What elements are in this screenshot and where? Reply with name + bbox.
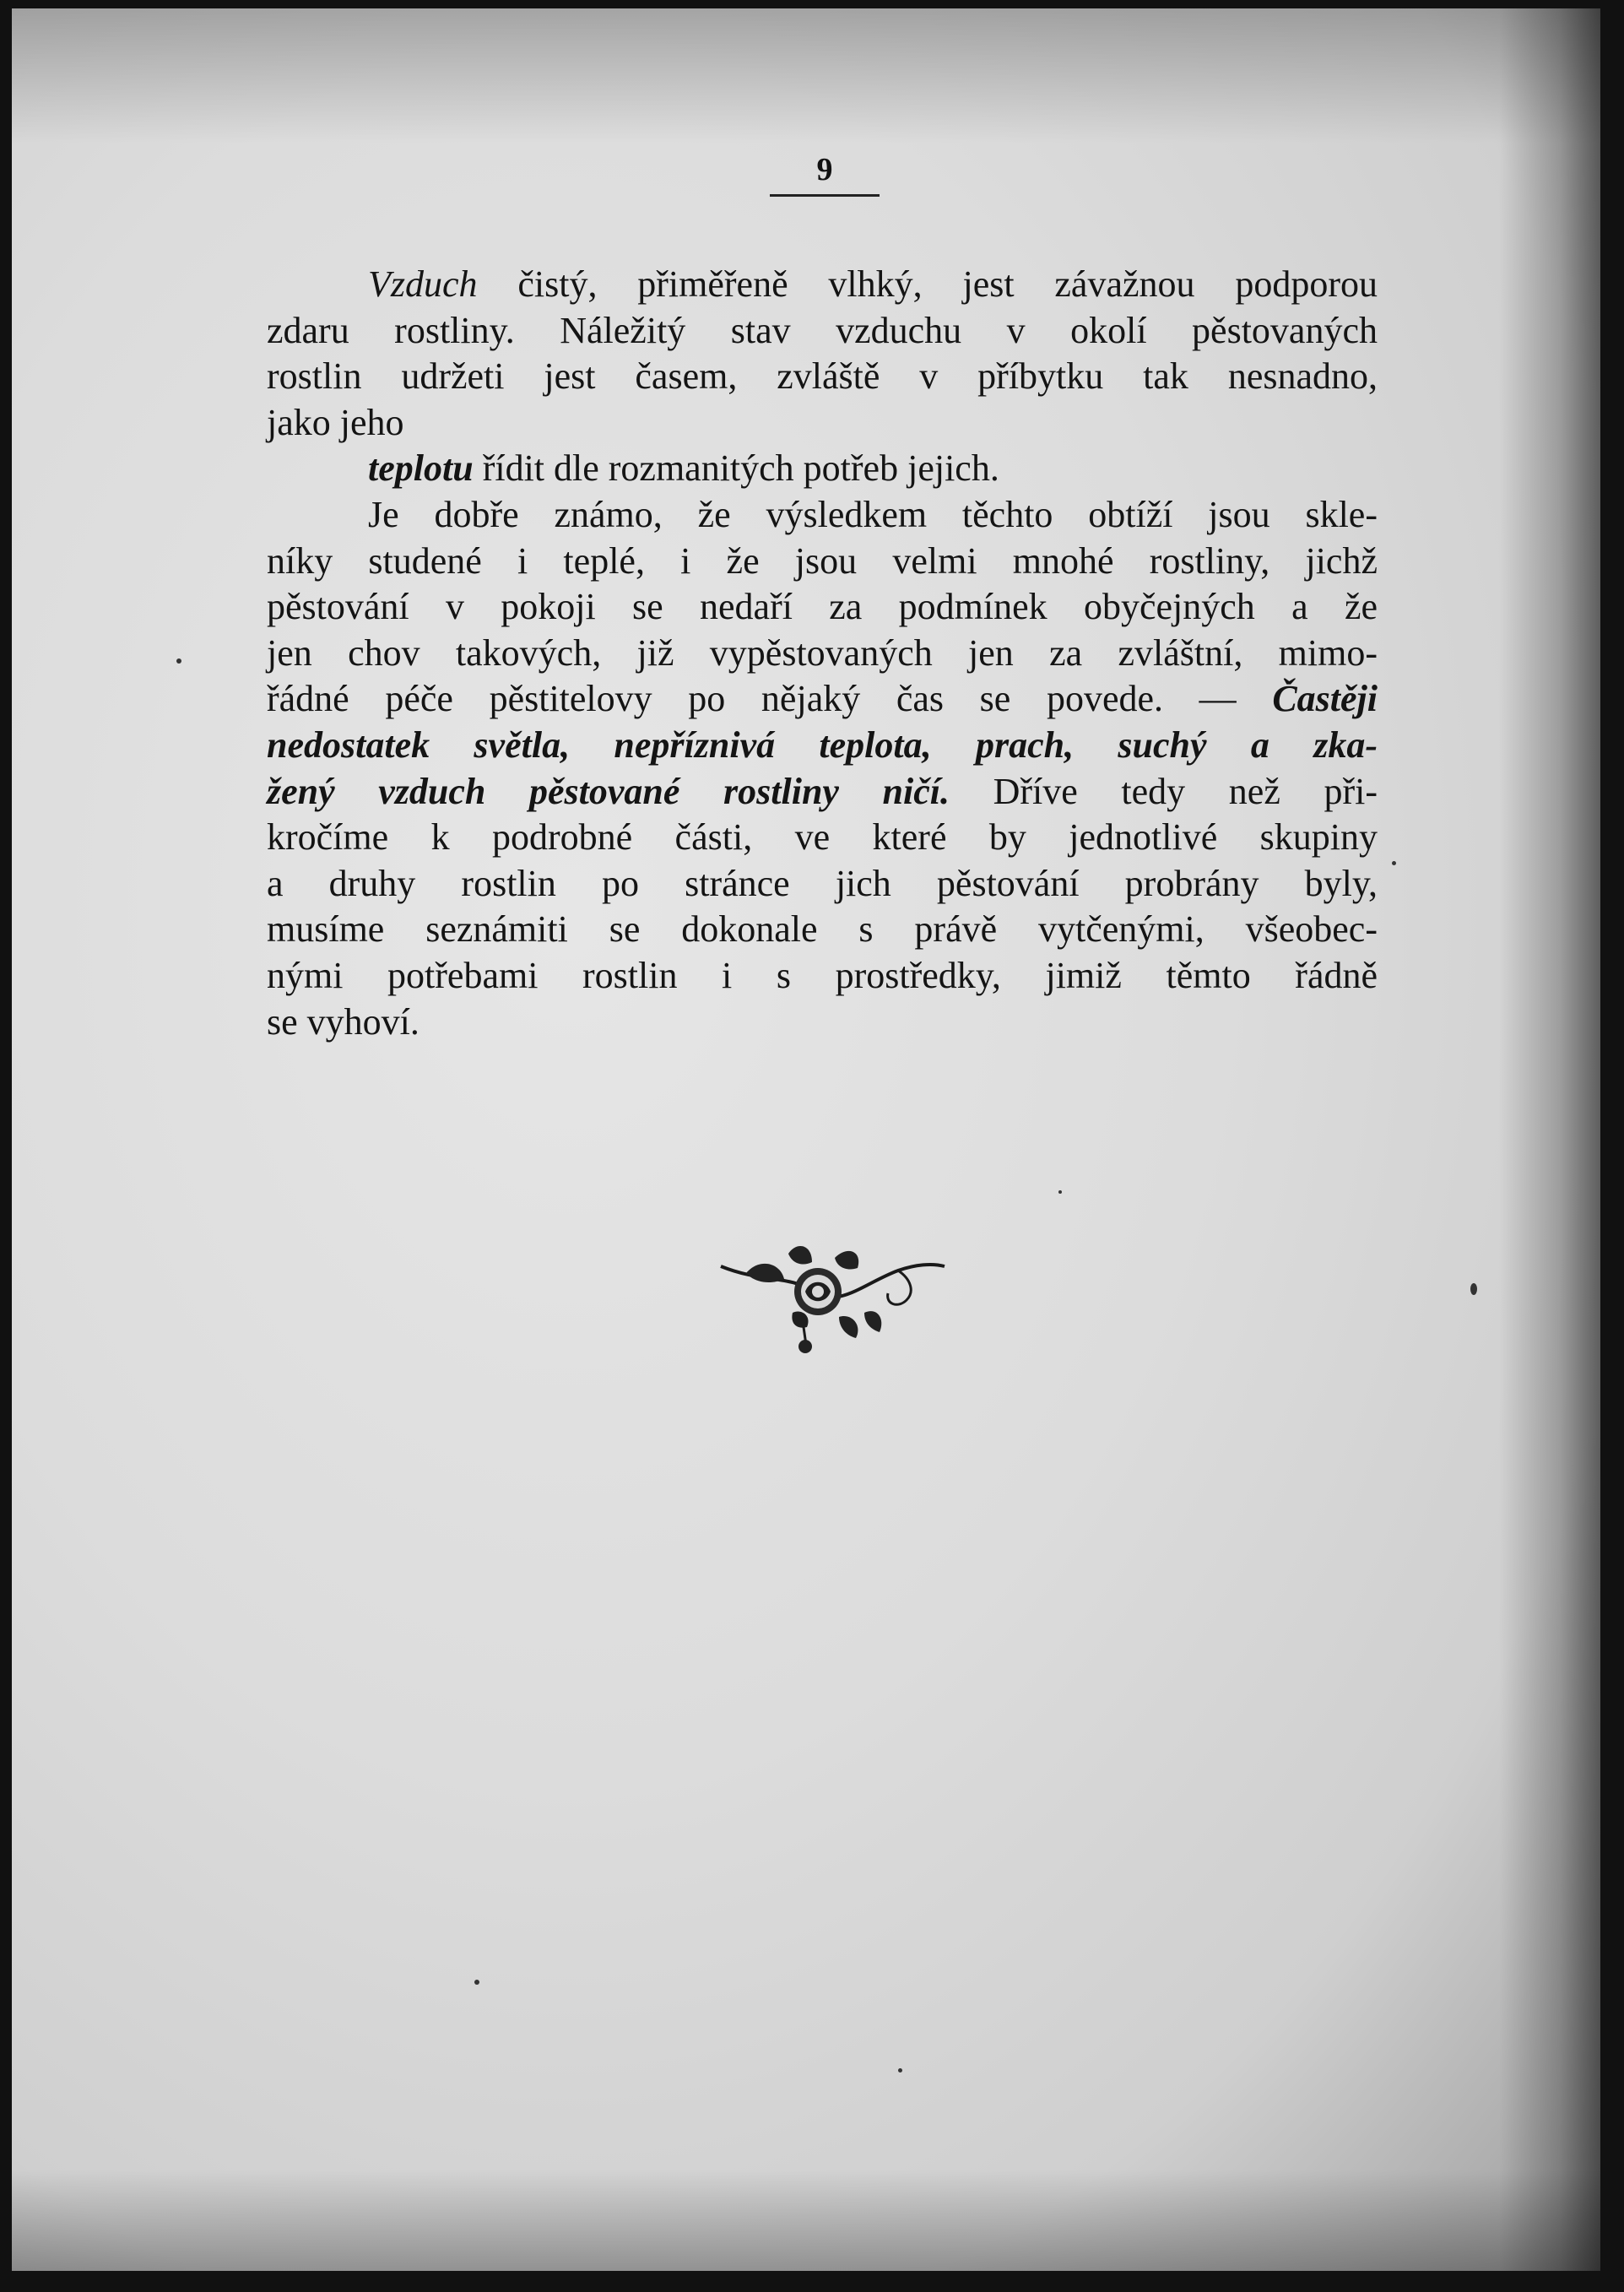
body-text — [267, 262, 1378, 1045]
text-line — [267, 262, 1378, 308]
scan-speck — [1470, 1283, 1477, 1295]
text-run: a druhy rostlin po stránce jich pěstování probrány byly, — [267, 862, 1378, 904]
text-line — [267, 631, 1378, 677]
text-run: řádné péče pěstitelovy po nějaký čas se povede. — — [267, 678, 1273, 720]
text-run: níky studené i teplé, i že jsou velmi mnohé rostliny, jichž — [267, 539, 1378, 582]
text-run: rostlin udržeti jest časem, zvláště v příbytku tak nesnadno, — [267, 355, 1378, 398]
scan-speck — [474, 1980, 479, 1985]
text-line — [267, 723, 1378, 769]
text-run: musíme seznámiti se dokonale s právě vytčenými, všeobec- — [267, 908, 1378, 951]
text-line — [267, 539, 1378, 585]
page-shadow-bottom — [12, 2170, 1600, 2271]
text-run: čistý, přiměřeně vlhký, jest závažnou podporou — [477, 263, 1378, 305]
page-number: 9 — [816, 152, 833, 187]
book-page — [12, 8, 1600, 2271]
text-line — [267, 354, 1378, 400]
text-run: řídit dle rozmanitých potřeb jejich. — [473, 447, 999, 490]
text-line — [267, 584, 1378, 631]
text-line — [267, 769, 1378, 815]
text-line — [267, 907, 1378, 953]
emphasized-text: Vzduch — [368, 263, 478, 305]
scan-speck — [1392, 861, 1396, 865]
emphasized-text: žený vzduch pěstované rostliny ničí. — [267, 770, 950, 812]
scan-speck — [176, 658, 181, 664]
text-line — [267, 676, 1378, 723]
emphasized-text: teplotu — [368, 447, 474, 490]
text-run: se vyhoví. — [267, 1000, 420, 1043]
scan-speck — [1058, 1190, 1062, 1194]
rose-vignette-icon — [712, 1233, 949, 1368]
scan-speck — [898, 2068, 902, 2073]
text-line — [267, 492, 1378, 539]
text-line — [267, 308, 1378, 355]
page-shadow-top — [12, 8, 1600, 144]
text-line — [267, 953, 1378, 1000]
text-run: zdaru rostliny. Náležitý stav vzduchu v okolí pěstovaných — [267, 309, 1378, 351]
text-line — [267, 400, 1378, 447]
text-run: Dříve tedy než při- — [950, 770, 1378, 812]
text-line — [267, 1000, 1378, 1046]
text-run: pěstování v pokoji se nedaří za podmínek obyčejných a že — [267, 586, 1378, 628]
emphasized-text: nedostatek světla, nepříznivá teplota, prach, suchý a zka- — [267, 723, 1378, 766]
emphasized-text: Častěji — [1272, 678, 1378, 720]
text-run: nými potřebami rostlin i s prostředky, jimiž těmto řádně — [267, 954, 1378, 996]
text-line — [267, 815, 1378, 861]
text-line — [267, 861, 1378, 908]
page-shadow-right — [1499, 8, 1600, 2271]
text-run: jen chov takových, již vypěstovaných jen za zvláštní, mimo- — [267, 631, 1378, 674]
text-run: kročíme k podrobné části, ve které by jednotlivé skupiny — [267, 816, 1378, 859]
text-run: Je dobře známo, že výsledkem těchto obtíží jsou skle- — [368, 493, 1378, 535]
page-number-rule — [770, 194, 880, 197]
text-line — [267, 446, 1378, 492]
text-run: jako jeho — [267, 401, 404, 443]
